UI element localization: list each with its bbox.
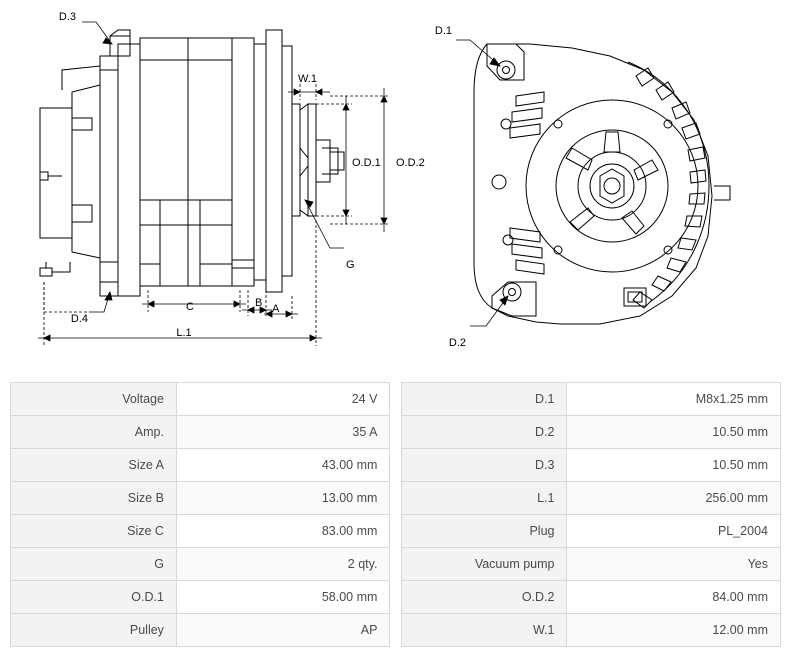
spec-label-plug: Plug [401, 515, 567, 548]
label-d2: D.2 [448, 337, 466, 349]
spec-label-pulley: Pulley [11, 614, 177, 647]
spec-value-amp: 35 A [176, 416, 389, 449]
spec-value-size-b: 13.00 mm [176, 482, 389, 515]
table-row [11, 515, 781, 548]
spec-label-d2: D.2 [401, 416, 567, 449]
label-d4: D.4 [70, 313, 88, 325]
spec-label-l1: L.1 [401, 482, 567, 515]
spec-value-d3: 10.50 mm [567, 449, 781, 482]
table-row [11, 614, 781, 647]
spec-label-d1: D.1 [401, 383, 567, 416]
table-row [11, 416, 781, 449]
spec-label-od2: O.D.2 [401, 581, 567, 614]
spec-label-size-b: Size B [11, 482, 177, 515]
label-w1: W.1 [298, 73, 317, 85]
spec-value-d1: M8x1.25 mm [567, 383, 781, 416]
table-row [11, 383, 781, 416]
label-g: G [346, 259, 355, 271]
table-gap [390, 416, 401, 449]
spec-value-od2: 84.00 mm [567, 581, 781, 614]
spec-value-g: 2 qty. [176, 548, 389, 581]
spec-value-l1: 256.00 mm [567, 482, 781, 515]
label-od1: O.D.1 [352, 157, 381, 169]
spec-label-od1: O.D.1 [11, 581, 177, 614]
label-d1: D.1 [434, 25, 452, 37]
table-row [11, 581, 781, 614]
table-gap [390, 515, 401, 548]
specification-table [10, 382, 781, 647]
label-od2: O.D.2 [396, 157, 425, 169]
label-d3: D.3 [58, 11, 76, 23]
spec-value-vacuum-pump: Yes [567, 548, 781, 581]
table-gap [390, 614, 401, 647]
table-row [11, 548, 781, 581]
table-gap [390, 482, 401, 515]
spec-label-size-a: Size A [11, 449, 177, 482]
table-row [11, 482, 781, 515]
spec-label-voltage: Voltage [11, 383, 177, 416]
spec-label-w1: W.1 [401, 614, 567, 647]
spec-label-g: G [11, 548, 177, 581]
spec-value-w1: 12.00 mm [567, 614, 781, 647]
spec-label-amp: Amp. [11, 416, 177, 449]
spec-value-size-a: 43.00 mm [176, 449, 389, 482]
spec-value-plug: PL_2004 [567, 515, 781, 548]
spec-value-size-c: 83.00 mm [176, 515, 389, 548]
spec-label-vacuum-pump: Vacuum pump [401, 548, 567, 581]
table-row [11, 449, 781, 482]
spec-label-d3: D.3 [401, 449, 567, 482]
label-b: B [255, 297, 263, 309]
table-gap [390, 383, 401, 416]
label-l1: L.1 [176, 327, 192, 339]
table-gap [390, 581, 401, 614]
table-gap [390, 449, 401, 482]
spec-value-d2: 10.50 mm [567, 416, 781, 449]
spec-label-size-c: Size C [11, 515, 177, 548]
label-a: A [272, 303, 280, 315]
label-c: C [186, 301, 194, 313]
spec-value-pulley: AP [176, 614, 389, 647]
spec-value-voltage: 24 V [176, 383, 389, 416]
table-gap [390, 548, 401, 581]
spec-value-od1: 58.00 mm [176, 581, 389, 614]
